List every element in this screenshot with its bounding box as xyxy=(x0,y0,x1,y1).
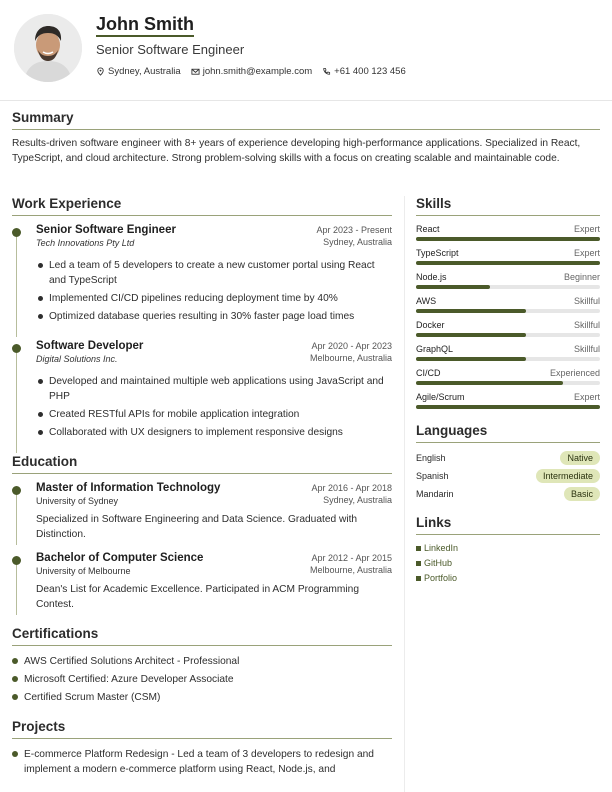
skill-name: GraphQL xyxy=(416,344,454,354)
job-title: Senior Software Engineer xyxy=(36,224,176,236)
education-entry xyxy=(12,552,392,612)
skill-level: Expert xyxy=(573,248,600,258)
skill-bar-fill xyxy=(416,333,526,337)
section-divider xyxy=(416,534,600,535)
person-photo-icon xyxy=(14,14,82,82)
education-entry xyxy=(12,482,392,542)
work-entry xyxy=(12,224,392,324)
links-heading: Links xyxy=(416,515,452,530)
square-bullet-icon xyxy=(416,546,421,551)
degree-title: Master of Information Technology xyxy=(36,482,221,494)
skill-name: CI/CD xyxy=(416,368,441,378)
profile-photo xyxy=(14,14,82,82)
column-divider xyxy=(404,196,405,792)
square-bullet-icon xyxy=(416,576,421,581)
education-location: Sydney, Australia xyxy=(323,495,392,505)
language-item xyxy=(416,487,600,501)
skill-bar-fill xyxy=(416,381,563,385)
timeline-line xyxy=(16,495,17,545)
skill-level: Skillful xyxy=(573,296,600,306)
skill-level: Skillful xyxy=(573,344,600,354)
skill-name: AWS xyxy=(416,296,437,306)
certification-item: Certified Scrum Master (CSM) xyxy=(12,690,392,705)
company-name: Digital Solutions Inc. xyxy=(36,354,118,364)
candidate-name: John Smith xyxy=(96,14,194,37)
summary-text: Results-driven software engineer with 8+ years of experience developing high-performance applications. Specialized in React, TypeScript, and cloud architecture. Strong problem-solving skills with a focus on creating scalable and maintainable code. xyxy=(12,138,581,164)
job-location: Sydney, Australia xyxy=(323,237,392,247)
skill-item xyxy=(416,320,600,337)
contact-phone[interactable]: +61 400 123 456 xyxy=(322,66,406,77)
square-bullet-icon xyxy=(416,561,421,566)
skill-level: Skillful xyxy=(573,320,600,330)
timeline-line xyxy=(16,237,17,337)
link-github[interactable]: GitHub xyxy=(416,558,600,568)
skill-bar-fill xyxy=(416,309,526,313)
timeline-dot xyxy=(12,344,21,353)
job-dates: Apr 2020 - Apr 2023 xyxy=(311,341,392,351)
skill-bar xyxy=(416,237,600,241)
summary-heading: Summary xyxy=(12,110,74,125)
languages-heading: Languages xyxy=(416,423,488,438)
job-title: Software Developer xyxy=(36,340,144,352)
certification-item: AWS Certified Solutions Architect - Professional xyxy=(12,654,392,669)
skill-bar xyxy=(416,309,600,313)
projects-list xyxy=(12,747,392,777)
skill-bar-fill xyxy=(416,357,526,361)
section-divider xyxy=(12,215,392,216)
school-name: University of Sydney xyxy=(36,496,119,506)
skills-heading: Skills xyxy=(416,196,452,211)
skill-name: Node.js xyxy=(416,272,447,282)
section-divider xyxy=(416,442,600,443)
skill-bar xyxy=(416,333,600,337)
bullet-item: Optimized database queries resulting in 30% faster page load times xyxy=(36,309,392,324)
skills-list xyxy=(416,224,600,409)
phone-icon xyxy=(322,67,331,76)
language-level-badge: Intermediate xyxy=(536,469,600,483)
work-entry xyxy=(12,340,392,440)
resume-header xyxy=(0,0,612,100)
section-divider xyxy=(12,473,392,474)
education-dates: Apr 2016 - Apr 2018 xyxy=(311,483,392,493)
section-divider xyxy=(12,129,600,130)
bullet-item: Developed and maintained multiple web applications using JavaScript and PHP xyxy=(36,374,392,404)
language-name: English xyxy=(416,453,446,463)
skill-name: TypeScript xyxy=(416,248,459,258)
education-dates: Apr 2012 - Apr 2015 xyxy=(311,553,392,563)
skill-bar xyxy=(416,285,600,289)
left-column xyxy=(12,196,392,780)
link-portfolio[interactable]: Portfolio xyxy=(416,573,600,583)
header-divider xyxy=(0,100,612,101)
timeline-dot xyxy=(12,486,21,495)
mail-icon xyxy=(191,67,200,76)
job-dates: Apr 2023 - Present xyxy=(316,225,392,235)
certifications-heading: Certifications xyxy=(12,626,99,641)
skill-level: Expert xyxy=(573,224,600,234)
contact-location: Sydney, Australia xyxy=(96,66,181,77)
skill-item xyxy=(416,224,600,241)
summary-section xyxy=(12,110,600,166)
contact-info xyxy=(96,66,406,77)
education-description: Dean's List for Academic Excellence. Participated in ACM Programming Contest. xyxy=(36,584,359,610)
skill-bar xyxy=(416,405,600,409)
degree-title: Bachelor of Computer Science xyxy=(36,552,204,564)
skill-level: Experienced xyxy=(549,368,600,378)
skill-name: Agile/Scrum xyxy=(416,392,465,402)
certifications-list xyxy=(12,654,392,705)
timeline-dot xyxy=(12,556,21,565)
language-item xyxy=(416,451,600,465)
skill-level: Expert xyxy=(573,392,600,402)
skill-level: Beginner xyxy=(563,272,600,282)
contact-email[interactable]: john.smith@example.com xyxy=(191,66,312,77)
job-bullets xyxy=(36,258,392,324)
language-item xyxy=(416,469,600,483)
section-divider xyxy=(12,738,392,739)
job-bullets xyxy=(36,374,392,440)
skill-bar-fill xyxy=(416,285,490,289)
skill-item xyxy=(416,296,600,313)
job-location: Melbourne, Australia xyxy=(309,353,392,363)
section-divider xyxy=(12,645,392,646)
work-experience-section xyxy=(12,196,392,440)
bullet-item: Led a team of 5 developers to create a new customer portal using React and TypeScript xyxy=(36,258,392,288)
education-heading: Education xyxy=(12,454,78,469)
skill-name: Docker xyxy=(416,320,445,330)
language-level-badge: Basic xyxy=(564,487,600,501)
skill-bar xyxy=(416,357,600,361)
skill-bar-fill xyxy=(416,261,600,265)
work-heading: Work Experience xyxy=(12,196,122,211)
section-divider xyxy=(416,215,600,216)
bullet-item: Collaborated with UX designers to implement responsive designs xyxy=(36,425,392,440)
skills-section xyxy=(416,196,600,409)
certifications-section xyxy=(12,626,392,705)
school-name: University of Melbourne xyxy=(36,566,131,576)
skill-bar-fill xyxy=(416,237,600,241)
bullet-item: Created RESTful APIs for mobile application integration xyxy=(36,407,392,422)
languages-section xyxy=(416,423,600,501)
timeline-line xyxy=(16,353,17,453)
link-linkedin[interactable]: LinkedIn xyxy=(416,543,600,553)
bullet-item: Implemented CI/CD pipelines reducing deployment time by 40% xyxy=(36,291,392,306)
projects-heading: Projects xyxy=(12,719,66,734)
skill-item xyxy=(416,272,600,289)
skill-name: React xyxy=(416,224,440,234)
certification-item: Microsoft Certified: Azure Developer Associate xyxy=(12,672,392,687)
projects-section xyxy=(12,719,392,777)
location-pin-icon xyxy=(96,67,105,76)
education-section xyxy=(12,454,392,612)
education-location: Melbourne, Australia xyxy=(309,565,392,575)
skill-bar-fill xyxy=(416,405,600,409)
project-item: E-commerce Platform Redesign - Led a team of 3 developers to redesign and implement a modern e-commerce platform using React, Node.js, and xyxy=(12,747,392,777)
skill-item xyxy=(416,368,600,385)
skill-item xyxy=(416,392,600,409)
language-name: Spanish xyxy=(416,471,449,481)
language-name: Mandarin xyxy=(416,489,454,499)
timeline-line xyxy=(16,565,17,615)
skill-bar xyxy=(416,261,600,265)
language-level-badge: Native xyxy=(560,451,600,465)
education-description: Specialized in Software Engineering and Data Science. Graduated with Distinction. xyxy=(36,514,358,540)
company-name: Tech Innovations Pty Ltd xyxy=(36,238,135,248)
skill-bar xyxy=(416,381,600,385)
links-section xyxy=(416,515,600,583)
candidate-title: Senior Software Engineer xyxy=(96,42,245,57)
skill-item xyxy=(416,248,600,265)
timeline-dot xyxy=(12,228,21,237)
skill-item xyxy=(416,344,600,361)
links-list xyxy=(416,543,600,583)
right-column xyxy=(416,196,600,588)
